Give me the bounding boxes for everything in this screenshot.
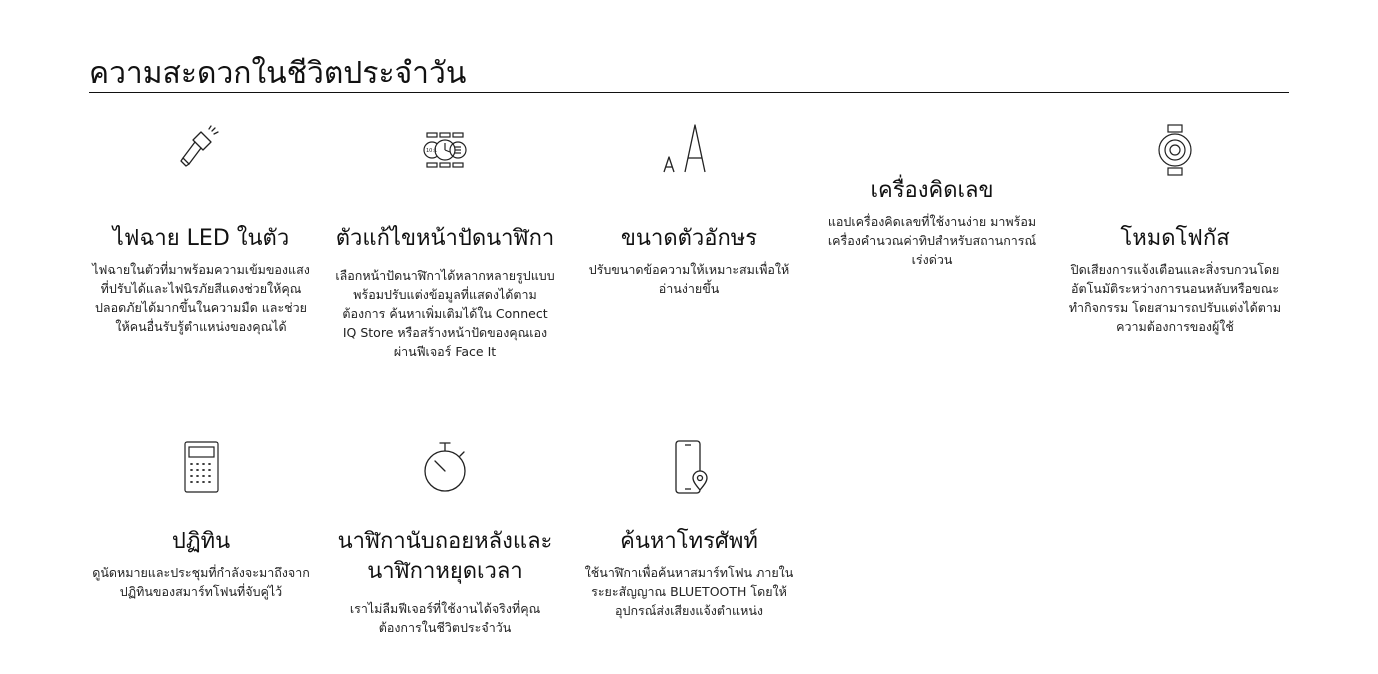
svg-text:10:1: 10:1 [426,148,438,154]
feature-flashlight [86,120,316,336]
feature-title: ค้นหาโทรศัพท์ [620,529,758,554]
title-divider [89,92,1289,93]
feature-calendar [86,437,316,601]
feature-description: เราไม่ลืมฟีเจอร์ที่ใช้งานได้จริงที่คุณต้องการในชีวิตประจำวัน [349,601,541,635]
feature-description: ไฟฉายในตัวที่มาพร้อมความเข้มของแสงที่ปรับได้และไฟนิรภัยสีแดงช่วยให้คุณปลอดภัยได้มากขึ้นในความมืด และช่วยให้คนอื่นรับรู้ตำแหน่งของคุณได้ [92,262,310,334]
feature-description: ปรับขนาดข้อความให้เหมาะสมเพื่อให้อ่านง่ายขึ้น [588,262,790,296]
feature-title: โหมดโฟกัส [1120,226,1230,251]
feature-description: แอปเครื่องคิดเลขที่ใช้งานง่าย มาพร้อมเครื่องคำนวณค่าทิปสำหรับสถานการณ์เร่งด่วน [827,214,1037,267]
section-title: ความสะดวกในชีวิตประจำวัน [89,56,467,91]
spacer [902,120,962,170]
feature-title: ขนาดตัวอักษร [620,226,758,251]
feature-focus-mode [1060,120,1290,336]
flashlight-icon [171,120,231,180]
feature-description: ใช้นาฬิกาเพื่อค้นหาสมาร์ทโฟน ภายในระยะสัญญาณ BLUETOOTH โดยให้อุปกรณ์ส่งเสียงแจ้งตำแหน่ง [584,565,794,618]
feature-font-size [574,120,804,298]
feature-find-phone [574,437,804,620]
find-phone-icon [659,437,719,497]
feature-watch-face-editor [330,120,560,361]
feature-title: ปฏิทิน [171,529,231,554]
feature-description: ดูนัดหมายและประชุมที่กำลังจะมาถึงจากปฏิทินของสมาร์ทโฟนที่จับคู่ไว้ [92,565,310,599]
feature-title: ตัวแก้ไขหน้าปัดนาฬิกา [335,226,555,251]
font-size-icon [659,120,719,180]
feature-description: ปิดเสียงการแจ้งเตือนและสิ่งรบกวนโดยอัตโนมัติระหว่างการนอนหลับหรือขณะทำกิจกรรม โดยสามารถปรับแต่งได้ตามความต้องการของผู้ใช้ [1068,262,1282,334]
feature-description: เลือกหน้าปัดนาฬิกาได้หลากหลายรูปแบบพร้อมปรับแต่งข้อมูลที่แสดงได้ตามต้องการ ค้นหาเพิ่มเติมได้ใน Connect IQ Store หรือสร้างหน้าปัดของคุณเองผ่านฟีเจอร์ Face It [335,268,555,359]
feature-timer-stopwatch [330,437,560,637]
feature-title: ไฟฉาย LED ในตัว [112,226,290,251]
feature-calculator [817,120,1047,269]
feature-title: นาฬิกานับถอยหลังและนาฬิกาหยุดเวลา [337,529,553,584]
watch-faces-icon [415,120,475,180]
calendar-icon [171,437,231,497]
feature-title: เครื่องคิดเลข [870,178,994,203]
focus-mode-watch-icon [1145,120,1205,180]
stopwatch-icon [415,437,475,497]
